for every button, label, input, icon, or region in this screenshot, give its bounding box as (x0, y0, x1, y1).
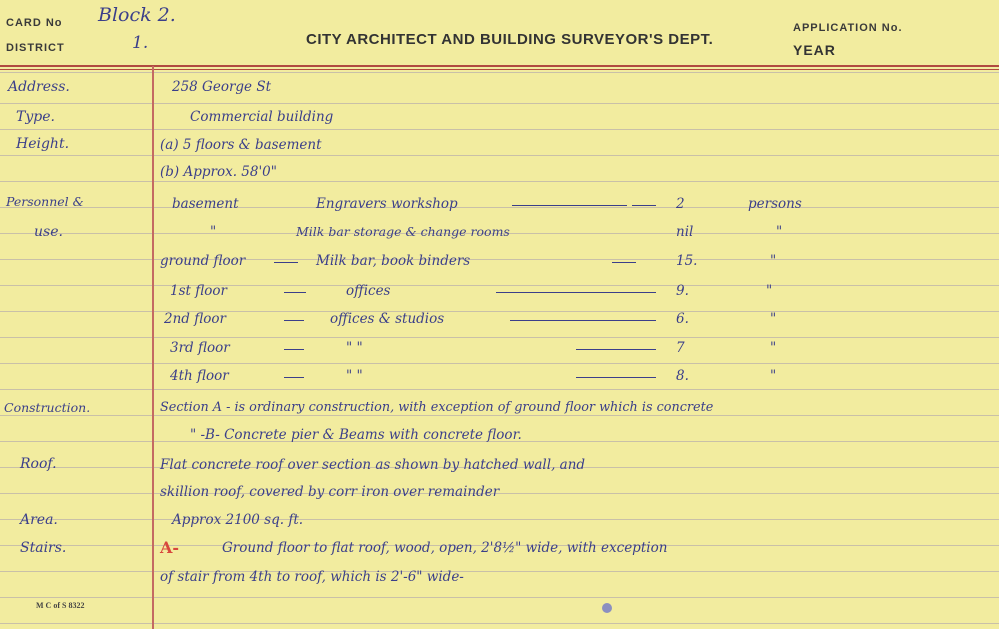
dash-line (576, 377, 656, 378)
ink-blot (602, 603, 612, 613)
personnel-count: 9. (676, 283, 689, 299)
dash-line (274, 262, 298, 263)
card-no-value: Block 2. (98, 4, 176, 26)
label-column-rule (152, 66, 154, 629)
year-label: YEAR (793, 42, 836, 58)
construction-line-1: Section A - is ordinary construction, with exception of ground floor which is concrete (160, 400, 714, 415)
personnel-use: Engravers workshop (316, 196, 458, 212)
dash-line (510, 320, 656, 321)
card-no-label: CARD No (6, 17, 63, 29)
header-rule (0, 65, 999, 67)
personnel-use: offices (346, 283, 391, 299)
personnel-floor: 4th floor (170, 368, 229, 384)
personnel-use: " " (346, 368, 363, 384)
personnel-floor: 3rd floor (170, 340, 230, 356)
personnel-floor: 2nd floor (164, 311, 226, 327)
dash-line (284, 377, 304, 378)
stairs-mark: A- (160, 538, 180, 557)
personnel-floor: ground floor (160, 253, 246, 269)
personnel-unit: " (770, 311, 777, 327)
stairs-line-2: of stair from 4th to roof, which is 2'-6" wide- (160, 569, 464, 585)
roof-line-2: skillion roof, covered by corr iron over remainder (160, 484, 500, 500)
personnel-use: offices & studios (330, 311, 445, 327)
form-code: M C of S 8322 (36, 601, 85, 610)
personnel-unit: " (776, 224, 783, 240)
dash-line (612, 262, 636, 263)
application-label: APPLICATION No. (793, 22, 903, 34)
height-label: Height. (16, 136, 70, 152)
construction-label: Construction. (4, 400, 91, 415)
dash-line (284, 320, 304, 321)
type-value: Commercial building (190, 109, 334, 125)
personnel-use: Milk bar storage & change rooms (296, 224, 510, 239)
personnel-count: 15. (676, 253, 698, 269)
roof-label: Roof. (20, 456, 57, 472)
personnel-floor: 1st floor (170, 283, 227, 299)
roof-line-1: Flat concrete roof over section as shown by hatched wall, and (160, 457, 586, 473)
district-value: 1. (132, 33, 149, 53)
personnel-count: 2 (676, 196, 685, 212)
personnel-count: nil (676, 224, 694, 240)
area-label: Area. (20, 512, 58, 528)
dash-line (576, 349, 656, 350)
use-label: use. (34, 224, 63, 240)
personnel-unit: persons (748, 196, 802, 212)
personnel-label: Personnel & (6, 194, 84, 209)
district-label: DISTRICT (6, 42, 65, 54)
area-value: Approx 2100 sq. ft. (172, 512, 304, 528)
stairs-label: Stairs. (20, 540, 67, 556)
personnel-unit: " (770, 368, 777, 384)
personnel-count: 6. (676, 311, 689, 327)
dash-line (284, 349, 304, 350)
height-floors: (a) 5 floors & basement (160, 137, 322, 153)
type-label: Type. (16, 109, 55, 125)
address-value: 258 George St (172, 79, 272, 95)
personnel-use: Milk bar, book binders (316, 253, 471, 269)
dash-line (496, 292, 656, 293)
dash-line (632, 205, 656, 206)
personnel-unit: " (770, 340, 777, 356)
header-rule-secondary (0, 69, 999, 70)
personnel-unit: " (770, 253, 777, 269)
personnel-count: 8. (676, 368, 689, 384)
height-approx: (b) Approx. 58'0" (160, 164, 277, 180)
personnel-unit: " (766, 283, 773, 299)
stairs-line-1: Ground floor to flat roof, wood, open, 2'8½" wide, with exception (222, 540, 668, 556)
department-title: CITY ARCHITECT AND BUILDING SURVEYOR'S DEPT. (306, 31, 714, 48)
dash-line (284, 292, 306, 293)
personnel-count: 7 (676, 340, 685, 356)
personnel-floor: basement (172, 196, 239, 212)
address-label: Address. (8, 79, 70, 95)
personnel-floor: " (210, 224, 217, 240)
construction-line-2: " -B- Concrete pier & Beams with concrete floor. (190, 427, 522, 443)
personnel-use: " " (346, 340, 363, 356)
dash-line (512, 205, 627, 206)
